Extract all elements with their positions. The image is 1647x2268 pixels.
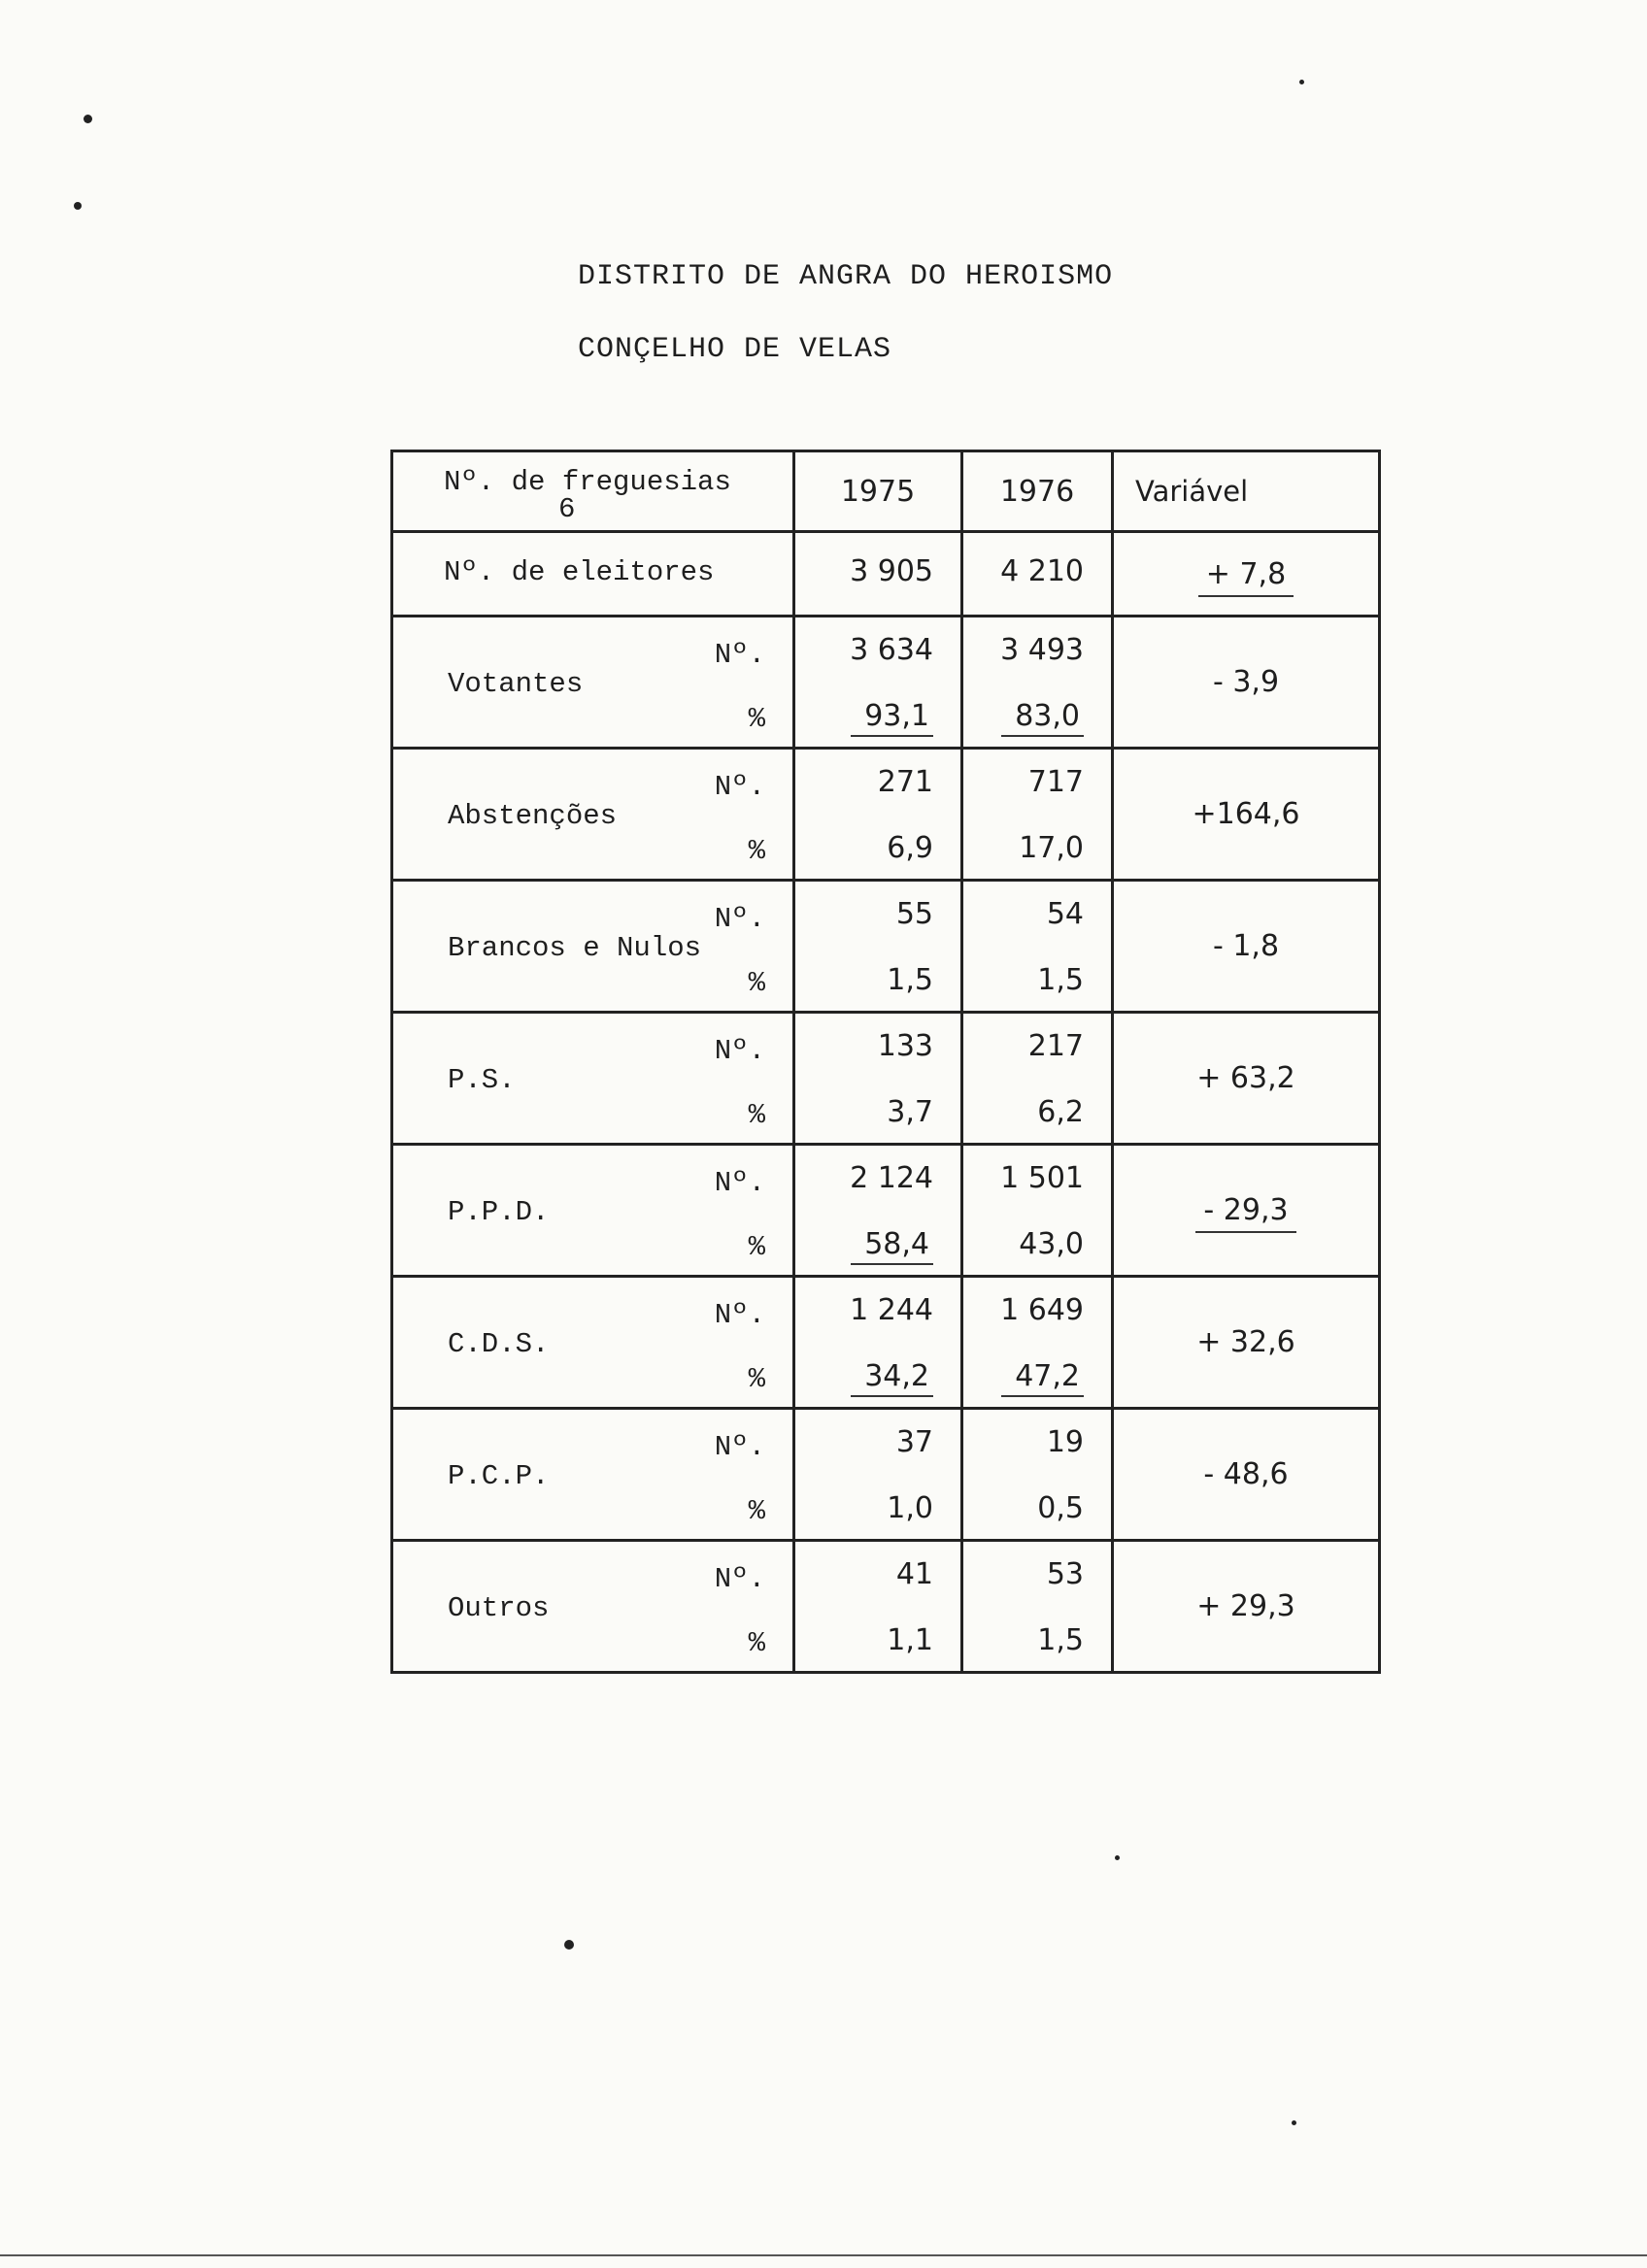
count-1975: 3 634 xyxy=(850,633,933,667)
count-unit-label: Nº. xyxy=(714,771,765,803)
variation-value: + 32,6 xyxy=(1196,1325,1295,1359)
party-rows xyxy=(392,617,1380,1673)
row-label: Votantes xyxy=(448,668,584,700)
percent-1976: 17,0 xyxy=(1019,831,1084,865)
council-heading: CONÇELHO DE VELAS xyxy=(578,333,892,366)
scan-speck xyxy=(1292,2120,1296,2125)
table-row xyxy=(392,617,1380,749)
percent-1976: 6,2 xyxy=(1037,1095,1084,1129)
row-label: Brancos e Nulos xyxy=(448,932,702,964)
eleitores-1976: 4 210 xyxy=(1000,554,1084,588)
table-header-row xyxy=(392,451,1380,532)
eleitores-label-cell xyxy=(392,532,794,617)
row-label: P.C.P. xyxy=(448,1460,550,1492)
variation-value: + 63,2 xyxy=(1196,1061,1295,1095)
freguesias-label: Nº. de freguesias xyxy=(444,466,731,498)
freguesias-header-cell xyxy=(392,451,794,532)
row-label-cell xyxy=(392,617,794,749)
variation-cell xyxy=(1113,881,1380,1013)
percent-1975: 58,4 xyxy=(851,1227,933,1265)
variation-value: - 48,6 xyxy=(1203,1457,1289,1491)
variation-header: Variável xyxy=(1113,451,1380,532)
values-1975-cell xyxy=(794,881,962,1013)
values-1976-cell xyxy=(962,1541,1113,1673)
year-1976-header: 1976 xyxy=(962,451,1113,532)
table-row xyxy=(392,1277,1380,1409)
count-1976: 1 501 xyxy=(1000,1161,1084,1195)
percent-1975: 6,9 xyxy=(887,831,933,865)
count-1975: 55 xyxy=(895,897,933,931)
row-label-cell xyxy=(392,749,794,881)
percent-1976: 1,5 xyxy=(1037,963,1084,997)
eleitores-row xyxy=(392,532,1380,617)
percent-unit-label: % xyxy=(748,1099,765,1131)
variation-cell xyxy=(1113,1277,1380,1409)
count-1975: 271 xyxy=(877,765,933,799)
eleitores-variation-cell xyxy=(1113,532,1380,617)
percent-unit-label: % xyxy=(748,967,765,999)
percent-1976: 0,5 xyxy=(1037,1491,1084,1525)
percent-1975: 93,1 xyxy=(851,699,933,737)
values-1976-cell xyxy=(962,1145,1113,1277)
percent-1975: 1,0 xyxy=(887,1491,933,1525)
values-1976-cell xyxy=(962,1277,1113,1409)
table-row xyxy=(392,749,1380,881)
count-1976: 717 xyxy=(1027,765,1084,799)
count-1975: 133 xyxy=(877,1029,933,1063)
row-label-cell xyxy=(392,881,794,1013)
row-label: Abstenções xyxy=(448,800,618,832)
values-1975-cell xyxy=(794,1013,962,1145)
percent-unit-label: % xyxy=(748,1627,765,1659)
count-1976: 1 649 xyxy=(1000,1293,1084,1327)
percent-1976: 1,5 xyxy=(1037,1623,1084,1657)
count-unit-label: Nº. xyxy=(714,1563,765,1595)
percent-1975: 34,2 xyxy=(851,1359,933,1397)
values-1975-cell xyxy=(794,1409,962,1541)
percent-1976: 43,0 xyxy=(1019,1227,1084,1261)
election-results-table xyxy=(390,450,1381,1674)
values-1975-cell xyxy=(794,1277,962,1409)
count-1975: 2 124 xyxy=(850,1161,933,1195)
eleitores-1975: 3 905 xyxy=(850,554,933,588)
count-1976: 217 xyxy=(1027,1029,1084,1063)
values-1975-cell xyxy=(794,749,962,881)
percent-1976: 47,2 xyxy=(1001,1359,1084,1397)
values-1976-cell xyxy=(962,617,1113,749)
variation-cell xyxy=(1113,1541,1380,1673)
percent-1975: 1,1 xyxy=(887,1623,933,1657)
variation-cell xyxy=(1113,749,1380,881)
count-unit-label: Nº. xyxy=(714,1167,765,1199)
eleitores-1975-cell xyxy=(794,532,962,617)
variation-cell xyxy=(1113,1013,1380,1145)
count-unit-label: Nº. xyxy=(714,1299,765,1331)
percent-1975: 3,7 xyxy=(887,1095,933,1129)
count-1976: 53 xyxy=(1046,1557,1084,1591)
year-1975-header: 1975 xyxy=(794,451,962,532)
eleitores-1976-cell xyxy=(962,532,1113,617)
bottom-rule xyxy=(0,2254,1647,2256)
values-1976-cell xyxy=(962,749,1113,881)
row-label-cell xyxy=(392,1277,794,1409)
count-1975: 37 xyxy=(895,1425,933,1459)
row-label: P.P.D. xyxy=(448,1196,550,1228)
table-row xyxy=(392,1409,1380,1541)
variation-value: +164,6 xyxy=(1192,797,1300,831)
count-unit-label: Nº. xyxy=(714,903,765,935)
table-row xyxy=(392,1145,1380,1277)
count-1976: 19 xyxy=(1046,1425,1084,1459)
scan-speck xyxy=(564,1940,574,1950)
count-unit-label: Nº. xyxy=(714,1431,765,1463)
eleitores-label: Nº. de eleitores xyxy=(444,556,715,588)
values-1976-cell xyxy=(962,1013,1113,1145)
percent-unit-label: % xyxy=(748,1495,765,1527)
percent-unit-label: % xyxy=(748,703,765,735)
table-row xyxy=(392,1013,1380,1145)
variation-value: - 29,3 xyxy=(1195,1193,1295,1233)
scan-speck xyxy=(74,202,82,210)
values-1976-cell xyxy=(962,1409,1113,1541)
percent-1976: 83,0 xyxy=(1001,699,1084,737)
count-unit-label: Nº. xyxy=(714,1035,765,1067)
count-1976: 3 493 xyxy=(1000,633,1084,667)
count-1975: 1 244 xyxy=(850,1293,933,1327)
row-label-cell xyxy=(392,1013,794,1145)
freguesias-count: 6 xyxy=(558,493,576,525)
scan-speck xyxy=(1115,1855,1120,1860)
row-label: Outros xyxy=(448,1592,550,1624)
percent-1975: 1,5 xyxy=(887,963,933,997)
eleitores-variation: + 7,8 xyxy=(1198,557,1294,597)
variation-cell xyxy=(1113,1145,1380,1277)
variation-cell xyxy=(1113,617,1380,749)
row-label-cell xyxy=(392,1145,794,1277)
table-row xyxy=(392,881,1380,1013)
percent-unit-label: % xyxy=(748,1231,765,1263)
row-label: C.D.S. xyxy=(448,1328,550,1360)
row-label-cell xyxy=(392,1541,794,1673)
count-1976: 54 xyxy=(1046,897,1084,931)
variation-cell xyxy=(1113,1409,1380,1541)
values-1975-cell xyxy=(794,1145,962,1277)
values-1975-cell xyxy=(794,617,962,749)
variation-value: + 29,3 xyxy=(1196,1589,1295,1623)
percent-unit-label: % xyxy=(748,1363,765,1395)
variation-value: - 1,8 xyxy=(1212,929,1280,963)
row-label-cell xyxy=(392,1409,794,1541)
count-1975: 41 xyxy=(895,1557,933,1591)
count-unit-label: Nº. xyxy=(714,639,765,671)
row-label: P.S. xyxy=(448,1064,516,1096)
percent-unit-label: % xyxy=(748,835,765,867)
district-heading: DISTRITO DE ANGRA DO HEROISMO xyxy=(578,260,1114,293)
values-1976-cell xyxy=(962,881,1113,1013)
table-row xyxy=(392,1541,1380,1673)
scan-speck xyxy=(84,115,92,123)
variation-value: - 3,9 xyxy=(1212,665,1280,699)
values-1975-cell xyxy=(794,1541,962,1673)
scan-speck xyxy=(1299,80,1304,84)
